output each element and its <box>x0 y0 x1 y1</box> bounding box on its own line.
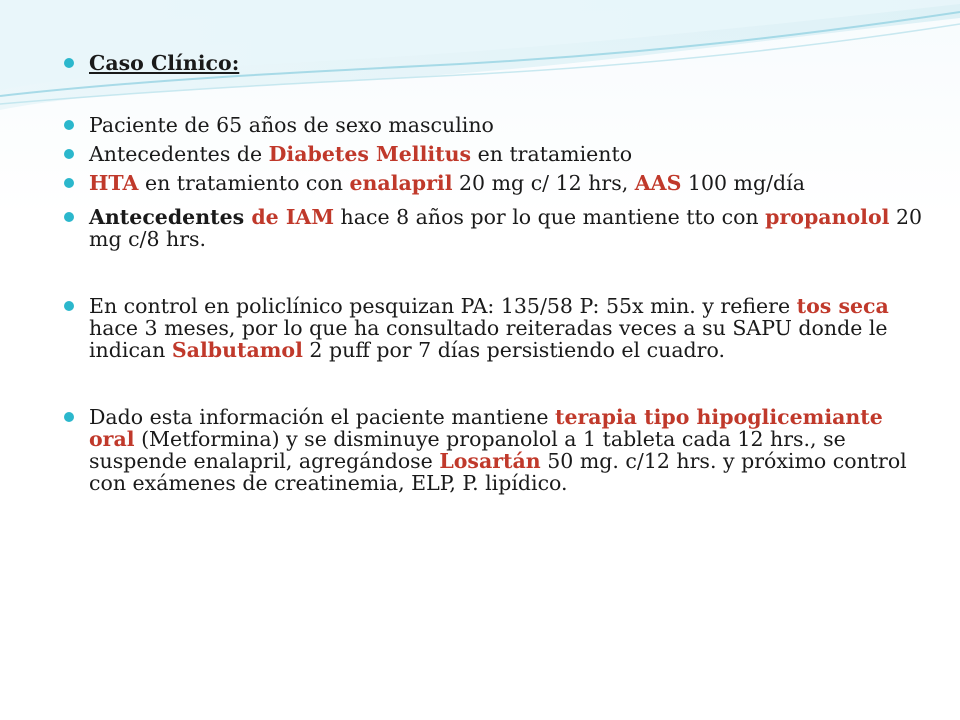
bullet-dot-icon <box>64 120 74 130</box>
bullet-text: Antecedentes de Diabetes Mellitus en tratamiento <box>89 142 633 166</box>
bullet-text: Dado esta información el paciente mantiene terapia tipo hipoglicemiante oral (Metformina) y se disminuye propanolol a 1 tableta cada 12 hrs., se suspende enalapril, agregándose Losartán 50 mg. c/12 hrs. y próximo control con exámenes de creatinemia, ELP, P. lipídico. <box>89 405 907 495</box>
slide-content <box>64 52 924 494</box>
bullet-dot-icon <box>64 212 74 222</box>
list-item <box>64 295 924 361</box>
bullet-text: En control en policlínico pesquizan PA: 135/58 P: 55x min. y refiere tos seca hace 3 meses, por lo que ha consultado reiteradas veces a su SAPU donde le indican Salbutamol 2 puff por 7 días persistiendo el cuadro. <box>89 294 889 362</box>
bullet-dot-icon <box>64 178 74 188</box>
list-item <box>64 206 924 250</box>
list-item <box>64 406 924 494</box>
bullet-text: Antecedentes de IAM hace 8 años por lo que mantiene tto con propanolol 20 mg c/8 hrs. <box>89 205 923 251</box>
bullet-text: Paciente de 65 años de sexo masculino <box>89 113 494 137</box>
bullet-dot-icon <box>64 149 74 159</box>
bullet-dot-icon <box>64 58 74 68</box>
slide-title: Caso Clínico: <box>89 51 240 75</box>
bullet-title <box>64 52 924 74</box>
list-item <box>64 143 924 165</box>
bullet-dot-icon <box>64 412 74 422</box>
bullet-dot-icon <box>64 301 74 311</box>
list-item <box>64 172 924 194</box>
bullet-text: HTA en tratamiento con enalapril 20 mg c/ 12 hrs, AAS 100 mg/día <box>89 171 805 195</box>
list-item <box>64 114 924 136</box>
bullet-list <box>64 52 924 494</box>
